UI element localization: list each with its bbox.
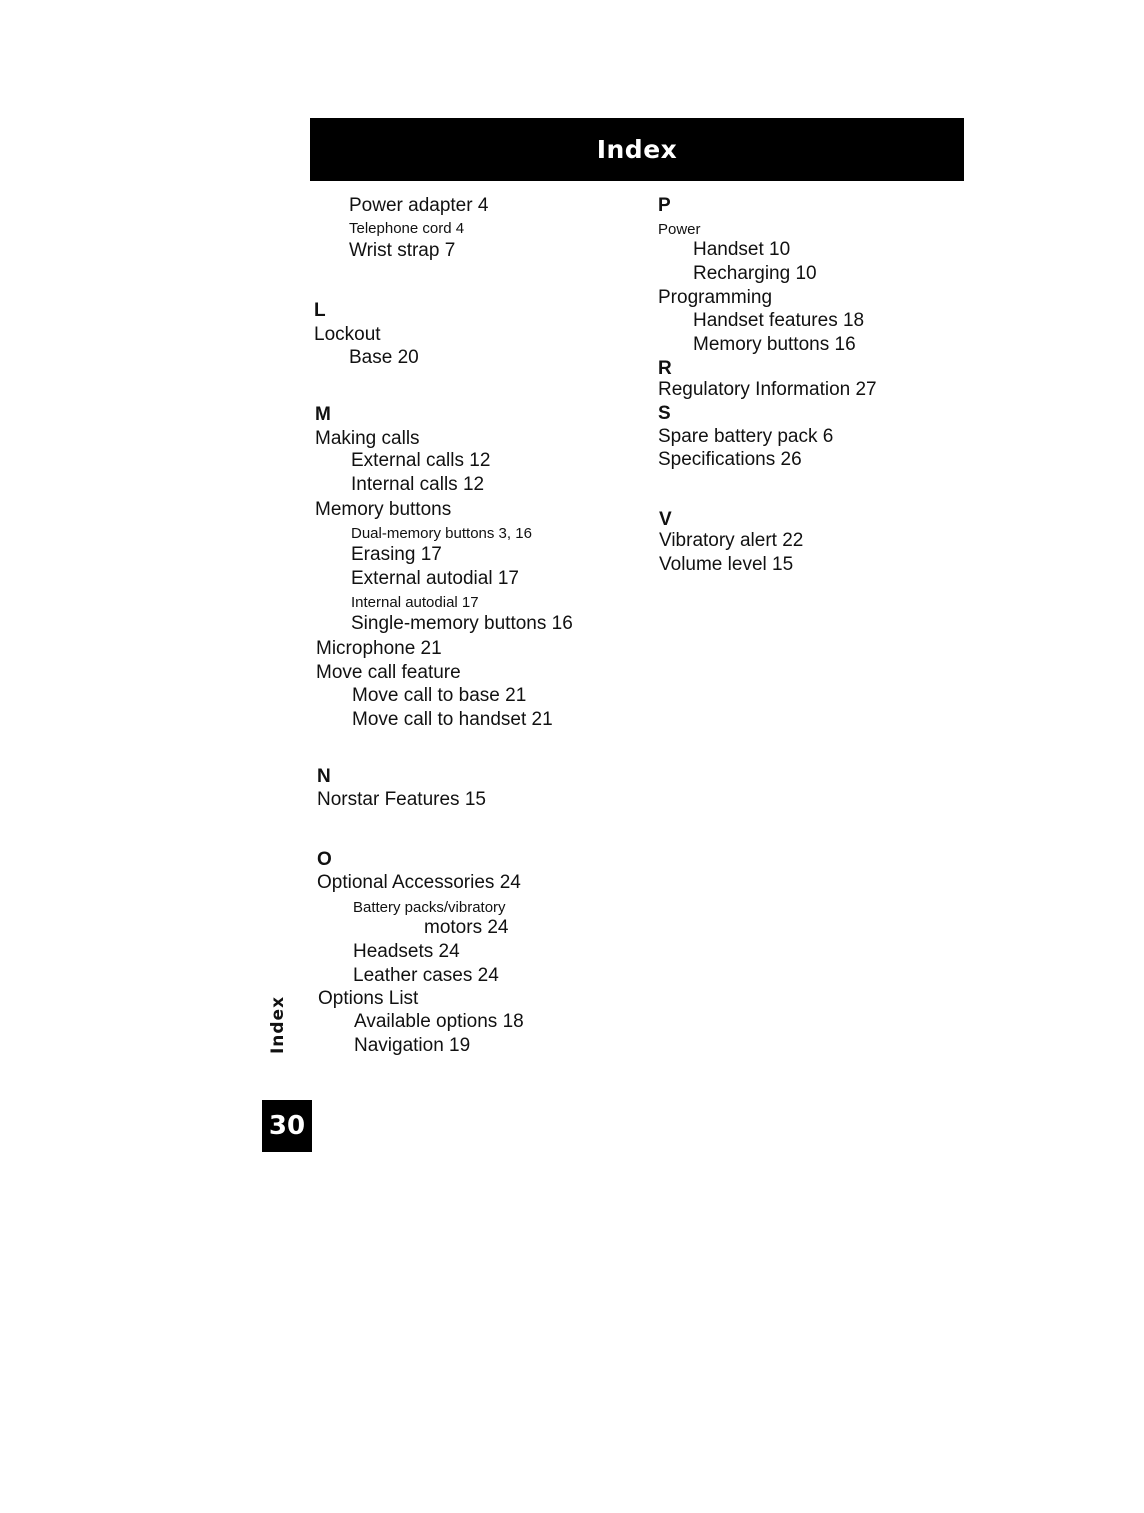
index-entry: Programming (658, 287, 773, 308)
index-entry: Vibratory alert 22 (659, 530, 804, 551)
index-entry: Dual-memory buttons 3, 16 (351, 525, 532, 542)
index-entry: Optional Accessories 24 (317, 872, 521, 893)
index-entry: Handset 10 (693, 239, 791, 260)
index-entry: Move call feature (316, 662, 461, 683)
index-entry: Memory buttons 16 (693, 334, 856, 355)
index-entry: Regulatory Information 27 (658, 379, 877, 400)
index-entry: Move call to base 21 (352, 685, 527, 706)
index-entry: Base 20 (349, 347, 419, 368)
index-entry: Headsets 24 (353, 941, 460, 962)
index-entry: Telephone cord 4 (349, 220, 465, 237)
index-entry: Making calls (315, 428, 420, 449)
index-entry: Internal calls 12 (351, 474, 485, 495)
page-title: Index (596, 135, 678, 164)
page-number: 30 (268, 1111, 306, 1141)
index-entry: Single-memory buttons 16 (351, 613, 573, 634)
index-entry: Spare battery pack 6 (658, 426, 834, 447)
index-entry: Move call to handset 21 (352, 709, 553, 730)
index-entry: Power adapter 4 (349, 195, 489, 216)
index-letter: M (315, 404, 331, 425)
index-entry: External calls 12 (351, 450, 491, 471)
index-entry: Navigation 19 (354, 1035, 471, 1056)
index-entry: Volume level 15 (659, 554, 794, 575)
index-letter: R (658, 358, 672, 379)
index-letter: L (314, 300, 326, 321)
index-entry: Specifications 26 (658, 449, 802, 470)
index-entry: motors 24 (424, 917, 509, 938)
index-entry: Erasing 17 (351, 544, 442, 565)
index-entry: Options List (318, 988, 419, 1009)
page-number-box (262, 1100, 312, 1152)
index-letter: P (658, 195, 671, 216)
index-entry: Memory buttons (315, 499, 452, 520)
index-entry: Available options 18 (354, 1011, 524, 1032)
index-entry: Wrist strap 7 (349, 240, 456, 261)
index-letter: S (658, 403, 671, 424)
index-entry: Battery packs/vibratory (353, 899, 506, 916)
index-entry: Recharging 10 (693, 263, 817, 284)
side-tab-label: Index (268, 995, 288, 1055)
index-entry: Microphone 21 (316, 638, 442, 659)
side-tab (264, 995, 292, 1055)
index-letter: N (317, 766, 331, 787)
index-entry: Handset features 18 (693, 310, 865, 331)
index-letter: V (659, 509, 672, 530)
index-entry: Lockout (314, 324, 381, 345)
index-entry: External autodial 17 (351, 568, 519, 589)
index-entry: Norstar Features 15 (317, 789, 486, 810)
index-entry: Internal autodial 17 (351, 594, 479, 611)
index-entry: Power (658, 221, 701, 238)
index-entry: Leather cases 24 (353, 965, 499, 986)
index-letter: O (317, 849, 332, 870)
index-header-bar (310, 118, 964, 181)
